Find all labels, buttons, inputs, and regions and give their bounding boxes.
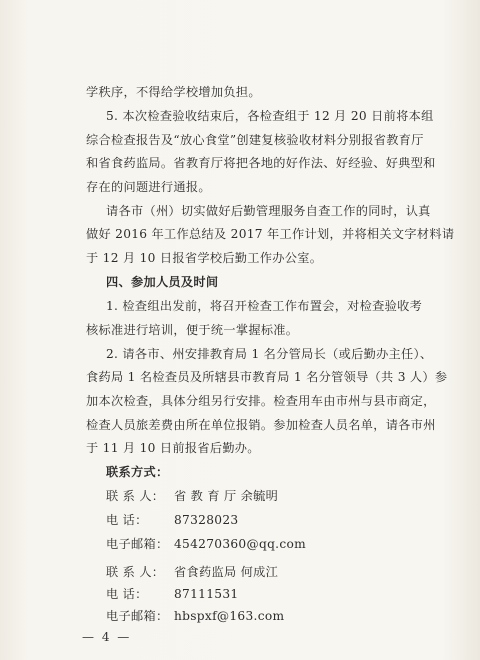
phone-label: 电 话：: [106, 587, 148, 601]
text-line: 2. 请各市、州安排教育局 1 名分管局长（或后勤办主任）、: [106, 347, 433, 361]
contact-label: 联 系 人：: [106, 565, 165, 579]
text-line: 存在的问题进行通报。: [86, 180, 211, 194]
text-line: 和省食药监局。省教育厅将把各地的好作法、好经验、好典型和: [86, 156, 436, 170]
text-line: 于 12 月 10 日报省学校后勤工作办公室。: [86, 251, 323, 265]
text-line: 检查人员旅差费由所在单位报销。参加检查人员名单，请各市州: [86, 418, 436, 432]
text-line: 学秩序，不得给学校增加负担。: [86, 85, 261, 99]
contact-1-phone: [106, 512, 406, 528]
contact-label: 联 系 人：: [106, 489, 165, 503]
phone-label: 电 话：: [106, 513, 148, 527]
text-line: 核标准进行培训，便于统一掌握标准。: [86, 323, 299, 337]
email-label: 电子邮箱：: [106, 537, 169, 551]
text-line: 请各市（州）切实做好后勤管理服务自查工作的同时，认真: [106, 204, 431, 218]
contact-2-person: [106, 564, 406, 580]
text-line: 于 11 月 10 日前报省后勤办。: [86, 441, 260, 455]
text-line: 1. 检查组出发前，将召开检查工作布置会，对检查验收考: [106, 299, 423, 313]
section-heading: 四、参加人员及时间: [106, 275, 219, 289]
text-line: 食药局 1 名检查员及所辖县市教育局 1 名分管领导（共 3 人）参: [86, 370, 448, 384]
contact-1-person: [106, 488, 406, 504]
email-value: 454270360@qq.com: [174, 537, 306, 551]
phone-value: 87111531: [174, 587, 239, 601]
contact-value: 省食药监局 何成江: [174, 565, 279, 579]
text-line: 做好 2016 年工作总结及 2017 年工作计划，并将相关文字材料请: [86, 227, 455, 241]
email-label: 电子邮箱：: [106, 609, 169, 623]
contact-1-email: [106, 536, 406, 552]
contact-2-email: [106, 608, 406, 624]
phone-value: 87328023: [174, 513, 239, 527]
text-line: 综合检查报告及“放心食堂”创建复核验收材料分别报省教育厅: [86, 133, 424, 147]
contact-heading: 联系方式：: [106, 465, 169, 479]
contact-value: 省 教 育 厅 余毓明: [174, 489, 279, 503]
text-line: 5. 本次检查验收结束后，各检查组于 12 月 20 日前将本组: [106, 109, 434, 123]
text-line: 加本次检查，具体分组另行安排。检查用车由市州与县市商定，: [86, 394, 436, 408]
page-number: — 4 —: [82, 630, 132, 644]
email-value: hbspxf@163.com: [174, 609, 285, 623]
contact-2-phone: [106, 586, 406, 602]
